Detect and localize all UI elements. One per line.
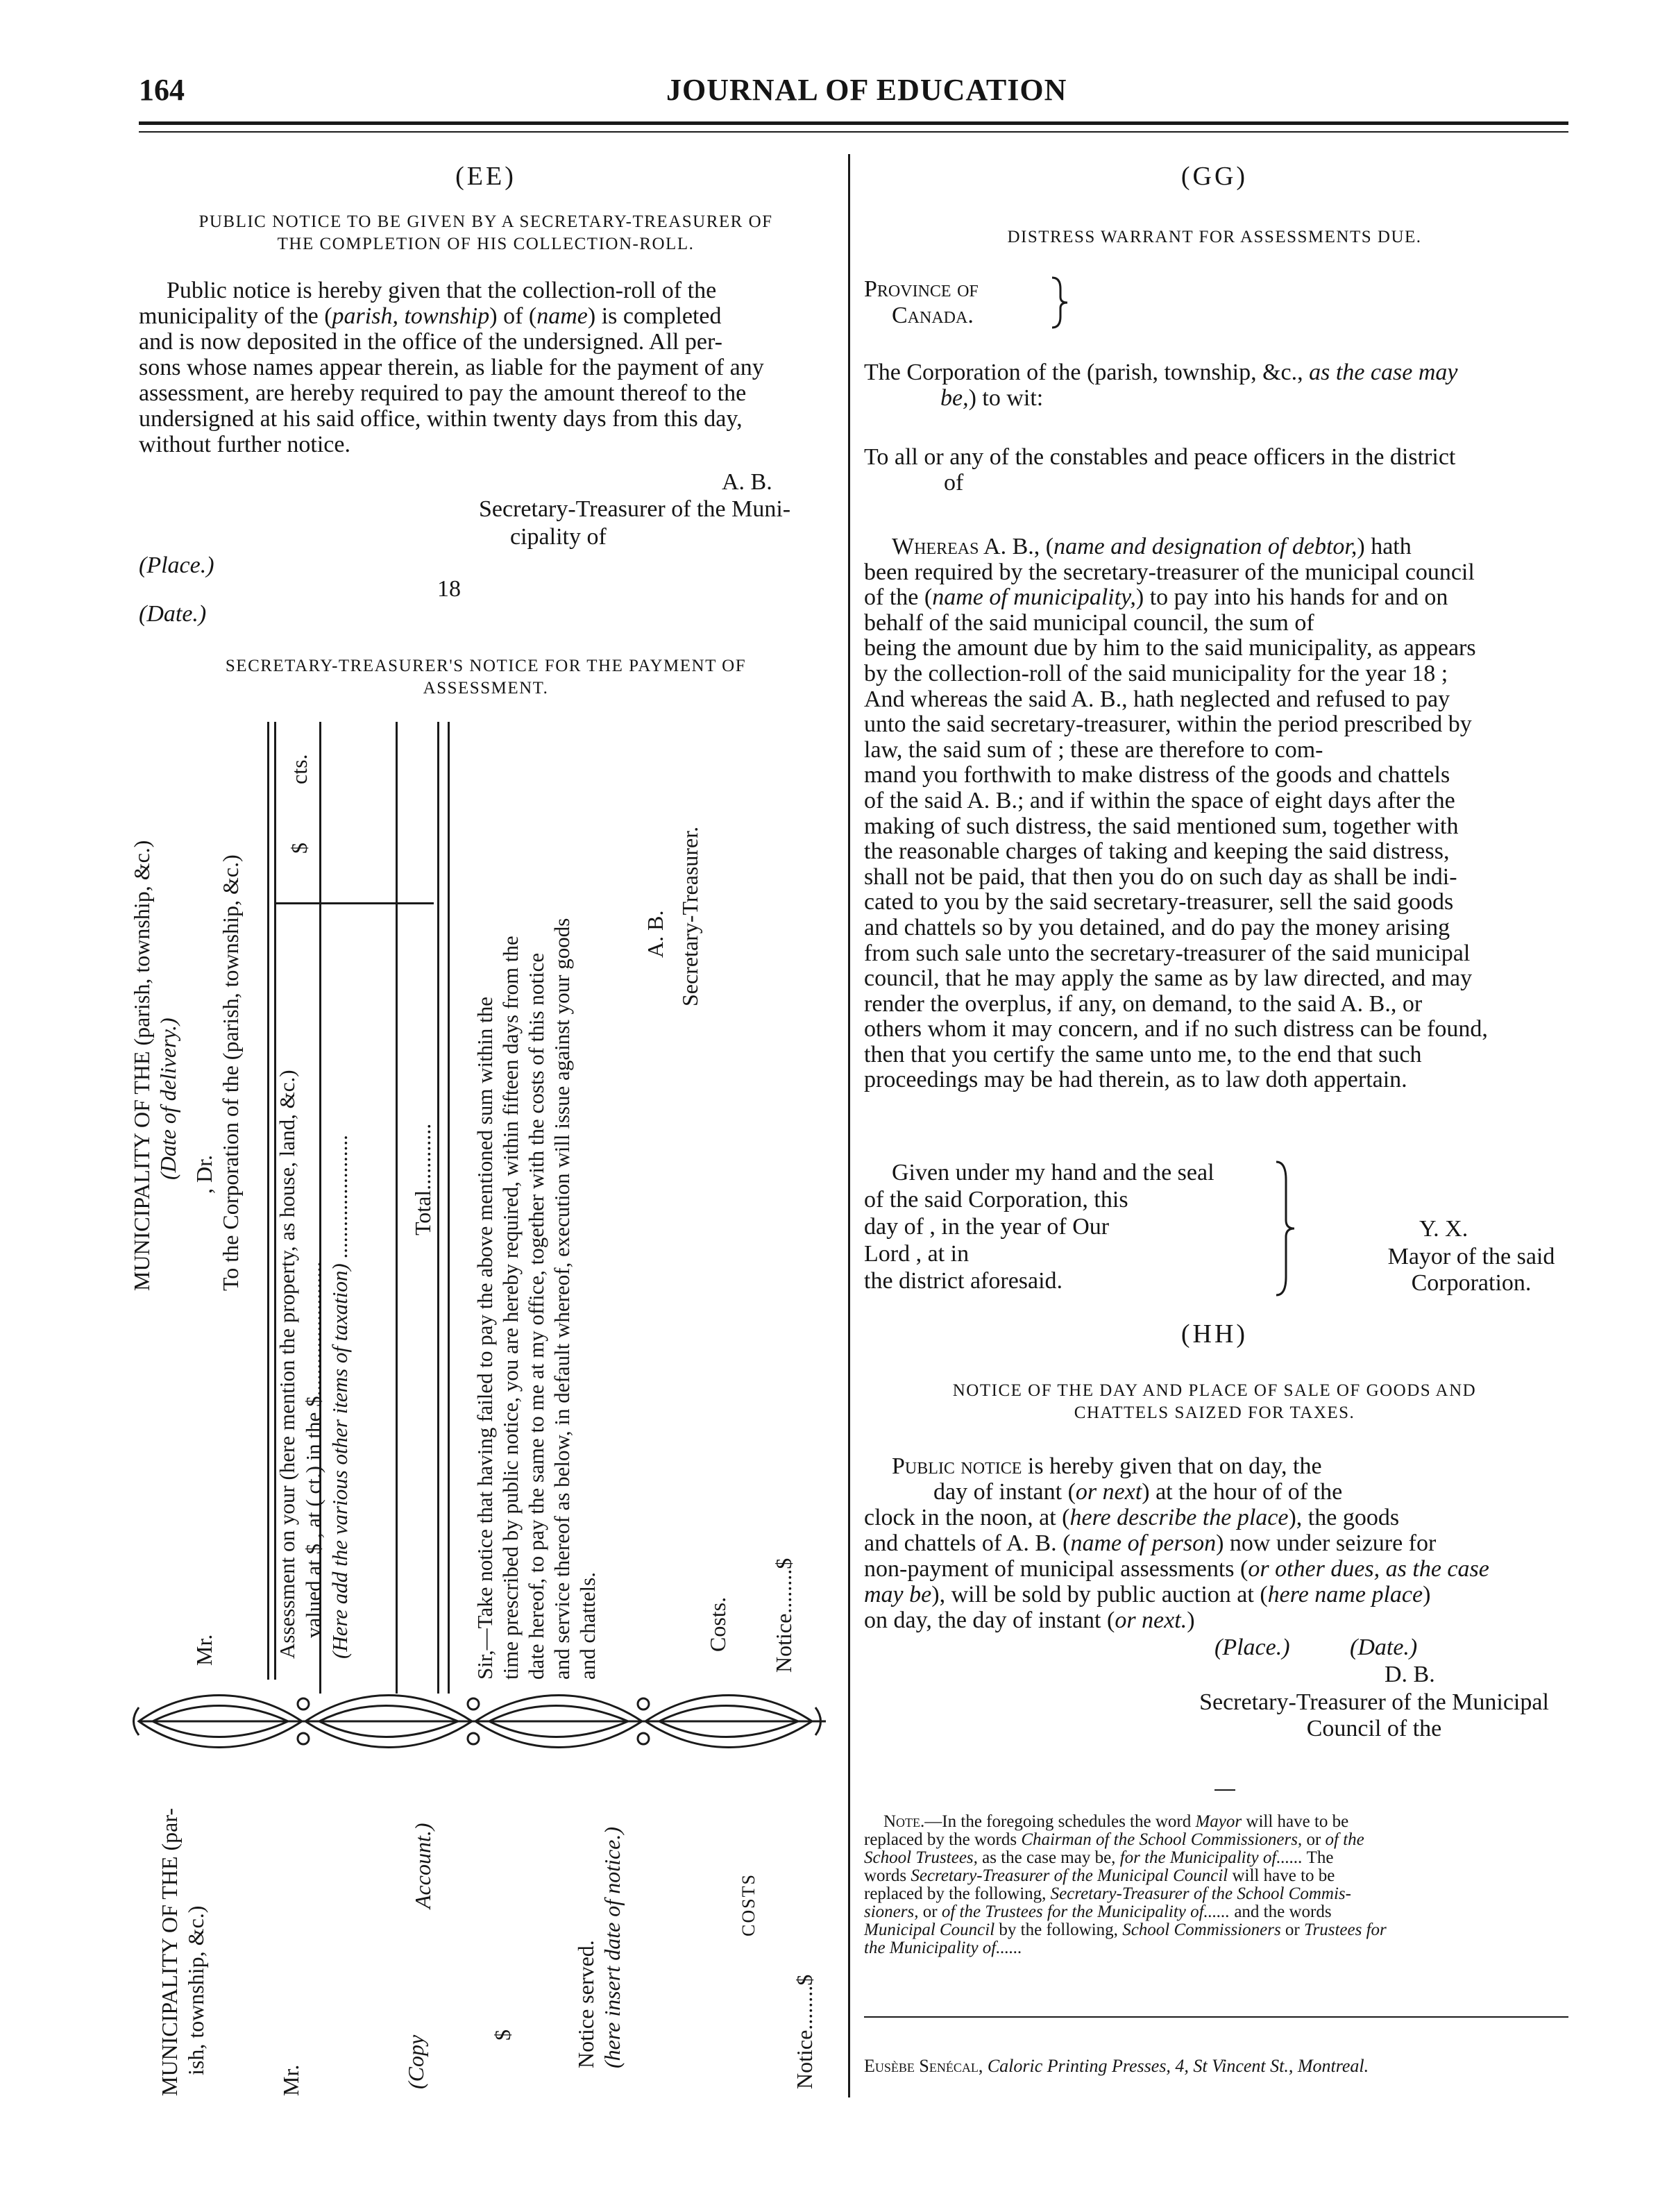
stub-dollar: $ xyxy=(490,2029,515,2041)
header-rule-thick xyxy=(139,121,1568,125)
form-sir-notice: Sir,—Take notice that having failed to pay the above mentioned sum within the time prescribed by public notice, you are hereby required, within fifteen days from the date hereof, to pay the same to me at my office, together with the costs of this notice and service thereof as below, in default whereof, execution will issue against your goods and chattels. xyxy=(473,918,600,1680)
whereas-paragraph: Whereas A. B., (name and designation of debtor,) hath been required by the secretary-treasurer of the municipal council of the (name of municipality,) to pay into his hands for and on behalf of the said municipal council, the sum of being the amount due by him to the said municipality, as appears by the collection-roll of the said municipality for the year 18 ; And whereas the said A. B., hath neglected and refused to pay unto the said secretary-treasurer, within the period prescribed by law, the said sum of ; these are therefore to com- mand you forthwith to make distress of the goods and chattels of the said A. B.; and if within the space of eight days after the making of such distress, the said mentioned sum, together with the reasonable charges of taking and keeping the said distress, shall not be paid, that then you do on such day as shall be indi- cated to you by the said secretary-treasurer, sell the said goods and chattels so by you detained, and do pay the money arising from such sale unto the secretary-treasurer of the said municipal council, that he may apply the same as by law directed, and may render the overplus, if any, on demand, to the said A. B., or others whom it may concern, and if no such distress can be found, then that you certify the same unto me, to the end that such proceedings may be had therein, as to law doth appertain. xyxy=(864,534,1488,1093)
section-ee-body: Public notice is hereby given that the collection-roll of the municipality of the (parish, township) of (name) is completed and is now deposited in the office of the undersigned. All per- sons whose names appear therein, as liable for the payment of any assessment, are hereby required to pay the amount thereof to the undersigned at his said office, within twenty days from this day, without further notice. xyxy=(139,278,764,457)
province: Province of Canada. xyxy=(864,276,979,328)
form-amount-divider xyxy=(274,902,434,904)
stub-municipality: MUNICIPALITY OF THE (par- ish, township, &c.) xyxy=(157,1807,208,2096)
form-notice-cost: Notice........$ xyxy=(771,1557,796,1673)
form-costs: Costs. xyxy=(705,1596,730,1652)
ee-signer-title-2: cipality of xyxy=(510,524,607,550)
section-ee-heading: PUBLIC NOTICE TO BE GIVEN BY A SECRETARY-TREASURER OF THE COMPLETION OF HIS COLLECTION-ROLL. xyxy=(198,212,773,253)
hh-date: (Date.) xyxy=(1350,1635,1418,1660)
form-mr: Mr. xyxy=(192,1634,217,1666)
hh-place: (Place.) xyxy=(1214,1635,1290,1660)
hh-paragraph: Public notice is hereby given that on day, the day of instant (or next) at the hour of of the clock in the noon, at (here describe the place), the goods and chattels of A. B. (name of person) now under seizure for non-payment of municipal assessments (or other dues, as the case may be), will be sold by public auction at (here name place) on day, the day of instant (or next.) xyxy=(864,1453,1489,1633)
form-line-a xyxy=(267,722,269,1680)
note-paragraph: Note.—In the foregoing schedules the word Mayor will have to be replaced by the words Chairman of the School Commissioners, or of the School Trustees, as the case may be, for the Municipality of...... The words Secretary-Treasurer of the Municipal Council will have to be replaced by the following, Secretary-Treasurer of the School Commis- sioners, or of the Trustees for the Municipality of...... and the words Municipal Council by the following, School Commissioners or Trustees for the Municipality of...... xyxy=(864,1812,1387,1957)
form-secretary-treasurer: Secretary-Treasurer. xyxy=(677,826,702,1006)
form-municipality: MUNICIPALITY OF THE (parish, township, &c.) (Date of delivery.) xyxy=(129,840,180,1291)
stub-costs: COSTS xyxy=(738,1873,759,1936)
stub-mr: Mr. xyxy=(278,2064,303,2096)
stub-notice-cost: Notice........$ xyxy=(792,1974,817,2089)
journal-title: JOURNAL OF EDUCATION xyxy=(666,73,1067,107)
column-separator xyxy=(848,154,850,2097)
given-brace xyxy=(1273,1159,1297,1298)
ee-place: (Place.) xyxy=(139,552,214,578)
stub-copy: (Copy xyxy=(403,2034,428,2089)
form-total: Total............ xyxy=(410,1123,435,1235)
page-number: 164 xyxy=(139,73,185,107)
given-under-hand: Given under my hand and the seal of the said Corporation, this day of , in the year of Our Lord , at in the district aforesaid. xyxy=(864,1160,1214,1294)
printer-imprint: Eusèbe Senécal, Caloric Printing Presses, 4, St Vincent St., Montreal. xyxy=(864,2056,1369,2076)
corporation-line: The Corporation of the (parish, township, &c., as the case may be,) to wit: xyxy=(864,360,1458,411)
section-hh-heading: NOTICE OF THE DAY AND PLACE OF SALE OF GOODS AND CHATTELS SAIZED FOR TAXES. xyxy=(952,1381,1477,1422)
stub-notice-served: Notice served. (here insert date of notice.) xyxy=(573,1826,625,2068)
section-ee-label: (EE) xyxy=(455,162,516,191)
hh-signer-title: Secretary-Treasurer of the Municipal Council of the xyxy=(1199,1689,1549,1741)
section-gg-heading: DISTRESS WARRANT FOR ASSESSMENTS DUE. xyxy=(1007,228,1422,246)
mayor-signer: Y. X. xyxy=(1419,1216,1468,1242)
form-dr: , Dr. To the Corporation of the (parish, township, &c.) xyxy=(192,854,243,1291)
form-amount-col-2 xyxy=(396,722,398,1694)
ee-signer: A. B. xyxy=(722,469,772,495)
notice-heading: SECRETARY-TREASURER'S NOTICE FOR THE PAYMENT OF ASSESSMENT. xyxy=(225,657,747,698)
form-amount-col-3 xyxy=(437,722,439,1694)
mayor-title: Mayor of the said Corporation. xyxy=(1387,1244,1555,1296)
footer-rule xyxy=(864,2016,1568,2018)
ee-year: 18 xyxy=(437,576,461,602)
form-sir-rule xyxy=(448,722,450,1694)
form-assessment: Assessment on your (here mention the property, as house, land, &c.) valued at $ , at ( ct.) in the $......................... (Here add the various other items of taxation) ....................... xyxy=(275,1070,352,1659)
to-all-line: To all or any of the constables and peace officers in the district of xyxy=(864,444,1456,496)
hh-short-rule xyxy=(1214,1789,1235,1791)
form-dollar: $ xyxy=(287,843,312,854)
hh-signer: D. B. xyxy=(1385,1662,1435,1687)
form-cents: cts. xyxy=(287,754,312,784)
ee-signer-title-1: Secretary-Treasurer of the Muni- xyxy=(479,496,791,522)
ee-date: (Date.) xyxy=(139,601,207,627)
perforation-border xyxy=(132,1680,847,1763)
header-rule-thin xyxy=(139,131,1568,133)
section-gg-label: (GG) xyxy=(1180,162,1248,191)
stub-account: Account.) xyxy=(410,1823,435,1909)
form-ab: A. B. xyxy=(643,910,668,958)
section-hh-label: (HH) xyxy=(1180,1319,1248,1349)
province-brace xyxy=(1049,275,1070,330)
